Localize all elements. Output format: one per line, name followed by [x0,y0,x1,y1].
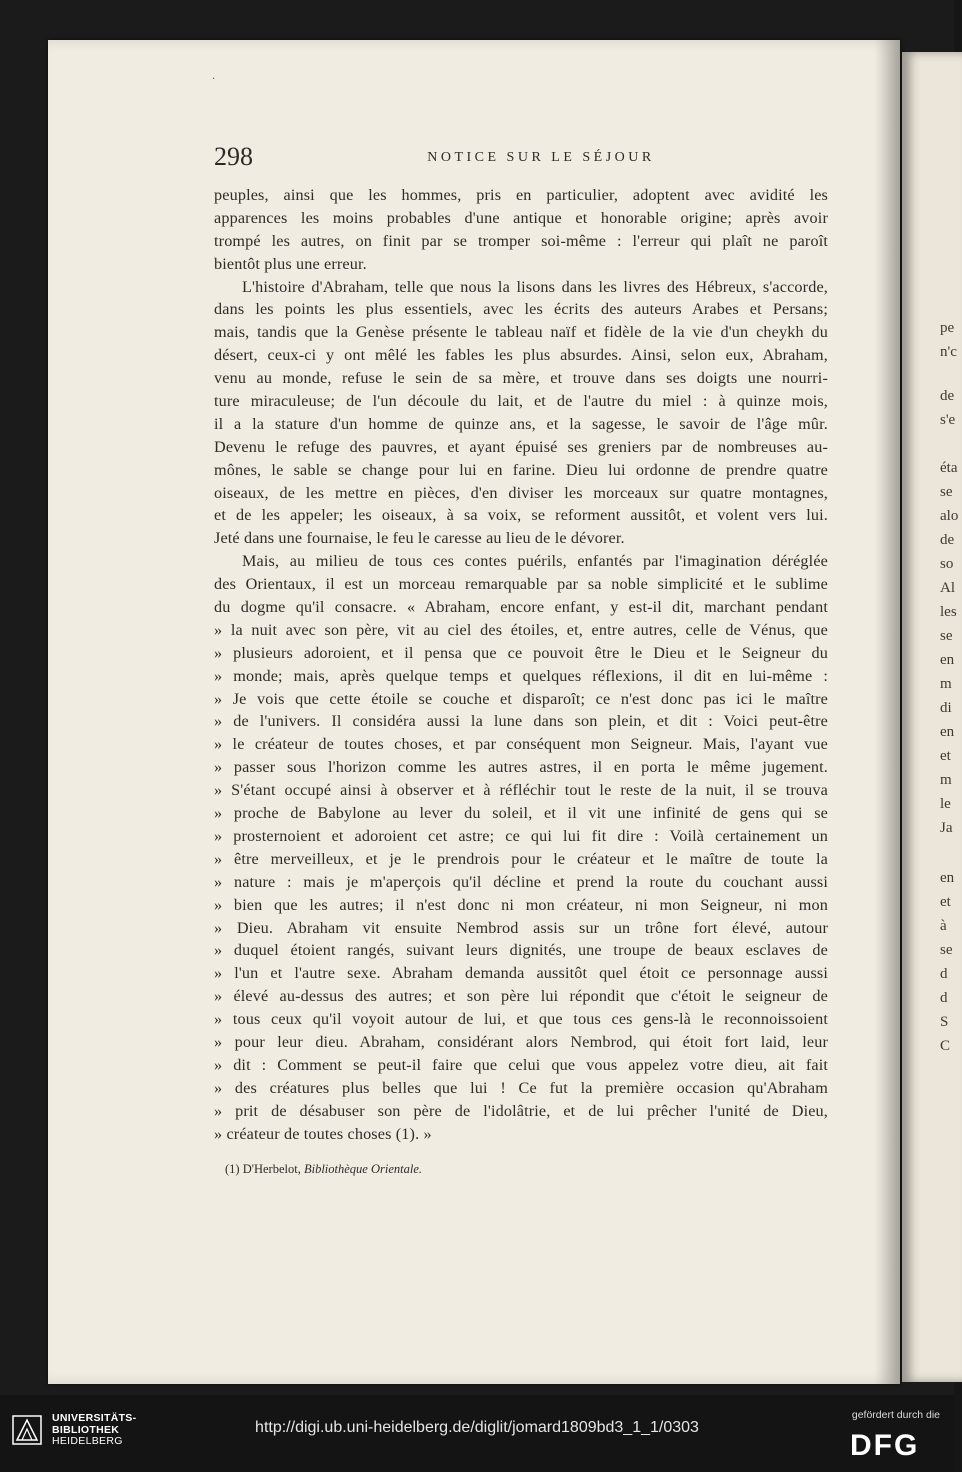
facing-page-fragment: pe [940,320,955,336]
text-line: » nature : mais je m'aperçois qu'il décline et prend la route du couchant aussi [214,872,828,891]
text-line: mônes, le sable se change pour lui en farine. Dieu lui ordonne de prendre quatre [214,460,828,479]
footer-bar [0,1395,954,1472]
text-line: » élevé au-dessus des autres; et son père lui répondit que c'étoit le seigneur de [214,987,828,1006]
text-line: trompé les autres, on finit par se tromper soi-même : l'erreur qui plaît ne paroît [214,231,828,250]
facing-page-fragment: n'c [940,344,957,360]
facing-page-fragment: en [940,652,955,668]
facing-page-fragment: d [940,990,948,1006]
facing-page-fragment: de [940,532,955,548]
facing-page-fragment: d [940,966,948,982]
facing-page-fragment: m [940,676,952,692]
text-line: » duquel étoient rangés, suivant leurs dignités, une troupe de beaux esclaves de [214,941,828,960]
text-line: peuples, ainsi que les hommes, pris en particulier, adoptent avec avidité les [214,186,828,204]
text-line: » plusieurs adoroient, et il pensa que ce pouvoit être le Dieu et le Seigneur du [214,643,828,662]
footnote-work-title: Bibliothèque Orientale. [303,1162,422,1176]
facing-page-edge [902,52,962,1382]
footnote [225,1162,625,1177]
facing-page-fragment: se [940,484,953,500]
funding-label: gefördert durch die [851,1409,940,1421]
facing-page-fragment: Ja [940,820,953,836]
text-line: » la nuit avec son père, vit au ciel des étoiles, et, entre autres, celle de Vénus, que [214,620,828,639]
text-line: » dit : Comment se peut-il faire que celui que vous appelez votre dieu, ait fait [214,1055,828,1074]
text-line: » des créatures plus belles que lui ! Ce fut la première occasion qu'Abraham [214,1078,828,1097]
text-line: ture miraculeuse; de l'un découle du lait, et de l'autre du miel : à quinze mois, [214,392,828,411]
text-line: » de l'univers. Il considéra aussi la lune dans son plein, et dit : Voici peut-être [214,712,828,731]
running-title: NOTICE SUR LE SÉJOUR [427,150,655,165]
facing-page-fragment: di [940,700,952,716]
text-line: » prosternoient et adoroient cet astre; ce qui lui fit dire : Voilà certainement un [214,826,828,845]
text-line: apparences les moins probables d'une antique et honorable origine; après avoir [214,208,828,227]
page-number: 298 [214,142,253,171]
text-line: venu au monde, refuse le sein de sa mère, et trouve dans ses doigts une nourri- [214,369,828,388]
text-line: des Orientaux, il est un morceau remarquable par sa noble simplicité et le sublime [214,575,828,594]
facing-page-fragment: en [940,870,955,886]
facing-page-fragment: les [940,604,957,620]
dfg-logo-icon[interactable] [850,1429,940,1462]
text-line: dans les points les plus essentiels, avec les écrits des auteurs Arabes et Persans; [214,300,828,319]
text-line: bientôt plus une erreur. [214,254,367,273]
text-line: » être merveilleux, et je le prendrois pour le créateur et le maître de toute la [214,849,828,868]
facing-page-fragment: C [940,1038,951,1054]
dfg-logo-text: DFG [850,1429,920,1462]
facing-page-fragment: le [940,796,951,812]
text-line: Devenu le refuge des pauvres, et ayant épuisé ses greniers par de nombreuses au- [214,437,828,456]
text-line: désert, ceux-ci y ont mêlé les fables les plus absurdes. Ainsi, selon eux, Abraham, [214,346,828,365]
permalink-url[interactable]: http://digi.ub.uni-heidelberg.de/diglit/jomard1809bd3_1_1/0303 [255,1419,699,1436]
facing-page-fragment: et [940,748,951,764]
institution-line-2: BIBLIOTHEK [52,1423,120,1436]
facing-page-fragment: alo [940,508,959,524]
text-line: » Je vois que cette étoile se couche et disparoît; ce n'est donc pas ici le maître [214,689,828,708]
text-line: » S'étant occupé ainsi à observer et à réfléchir tout le reste de la nuit, il se trouva [214,781,828,800]
text-line: » le créateur de toutes choses, et par conséquent mon Seigneur. Mais, l'ayant vue [214,735,828,754]
text-line: » tous ceux qu'il voyoit autour de lui, et que tous ces gens-là le reconnoissoient [214,1010,828,1029]
facing-page-fragment: se [940,628,953,644]
text-line: et de les appeler; les oiseaux, à sa voix, se reforment aussitôt, et volent vers lui. [214,506,828,525]
text-line: il a la stature d'un homme de quinze ans, et la sagesse, le savoir de l'âge mûr. [214,414,828,433]
text-line: L'histoire d'Abraham, telle que nous la lisons dans les livres des Hébreux, s'accorde, [242,277,828,296]
facing-page-fragment: éta [940,460,958,476]
facing-page-fragment: en [940,724,955,740]
text-line: mais, tandis que la Genèse présente le tableau naïf et fidèle de la vie d'un cheykh du [214,323,828,342]
text-line: » pour leur dieu. Abraham, considérant alors Nembrod, qui étoit fort laid, leur [214,1032,828,1051]
text-line: » bien que les autres; il n'est donc ni mon créateur, ni mon Seigneur, ni mon [214,895,828,914]
facing-page-fragment: S [940,1014,949,1030]
paper-speck: · [212,74,216,85]
text-line: » proche de Babylone au lever du soleil, et il vit une infinité de gens qui se [214,804,828,823]
text-line: Mais, au milieu de tous ces contes puérils, enfantés par l'imagination déréglée [242,552,828,571]
text-line: Jeté dans une fournaise, le feu le caresse au lieu de le dévorer. [214,529,625,548]
text-line: » l'un et l'autre sexe. Abraham demanda aussitôt quel étoit ce personnage aussi [214,964,828,983]
text-line: du dogme qu'il consacre. « Abraham, encore enfant, y est-il dit, marchant pendant [214,598,828,617]
text-line: » créateur de toutes choses (1). » [214,1124,432,1143]
text-line: oiseaux, de les mettre en pièces, d'en diviser les morceaux sur quatre montagnes, [214,483,828,502]
body-text [214,184,828,1145]
facing-page-fragment: et [940,894,951,910]
facing-page-fragment: s'e [940,412,956,428]
text-line: » passer sous l'horizon comme les autres astres, il en porta le même jugement. [214,758,828,777]
facing-page-fragment: m [940,772,952,788]
facing-page-fragment: Al [940,580,955,596]
facing-page-fragment: de [940,388,955,404]
text-line: » monde; mais, après quelque temps et quelques réflexions, il dit en lui-même : [214,666,828,685]
page-gutter-shadow [874,40,900,1384]
institution-line-3: HEIDELBERG [52,1435,123,1447]
facing-page-fragment: so [940,556,954,572]
facing-page-fragment: se [940,942,953,958]
text-line: » prit de désabuser son père de l'idolâtrie, et de lui prêcher l'unité de Dieu, [214,1101,828,1120]
footnote-marker: (1) D'Herbelot, [225,1162,301,1176]
page-header [214,142,828,176]
facing-page-fragment: à [940,918,947,934]
text-line: » Dieu. Abraham vit ensuite Nembrod assis sur un trône fort élevé, autour [214,918,828,937]
institution-line-1: UNIVERSITÄTS- [52,1412,137,1424]
